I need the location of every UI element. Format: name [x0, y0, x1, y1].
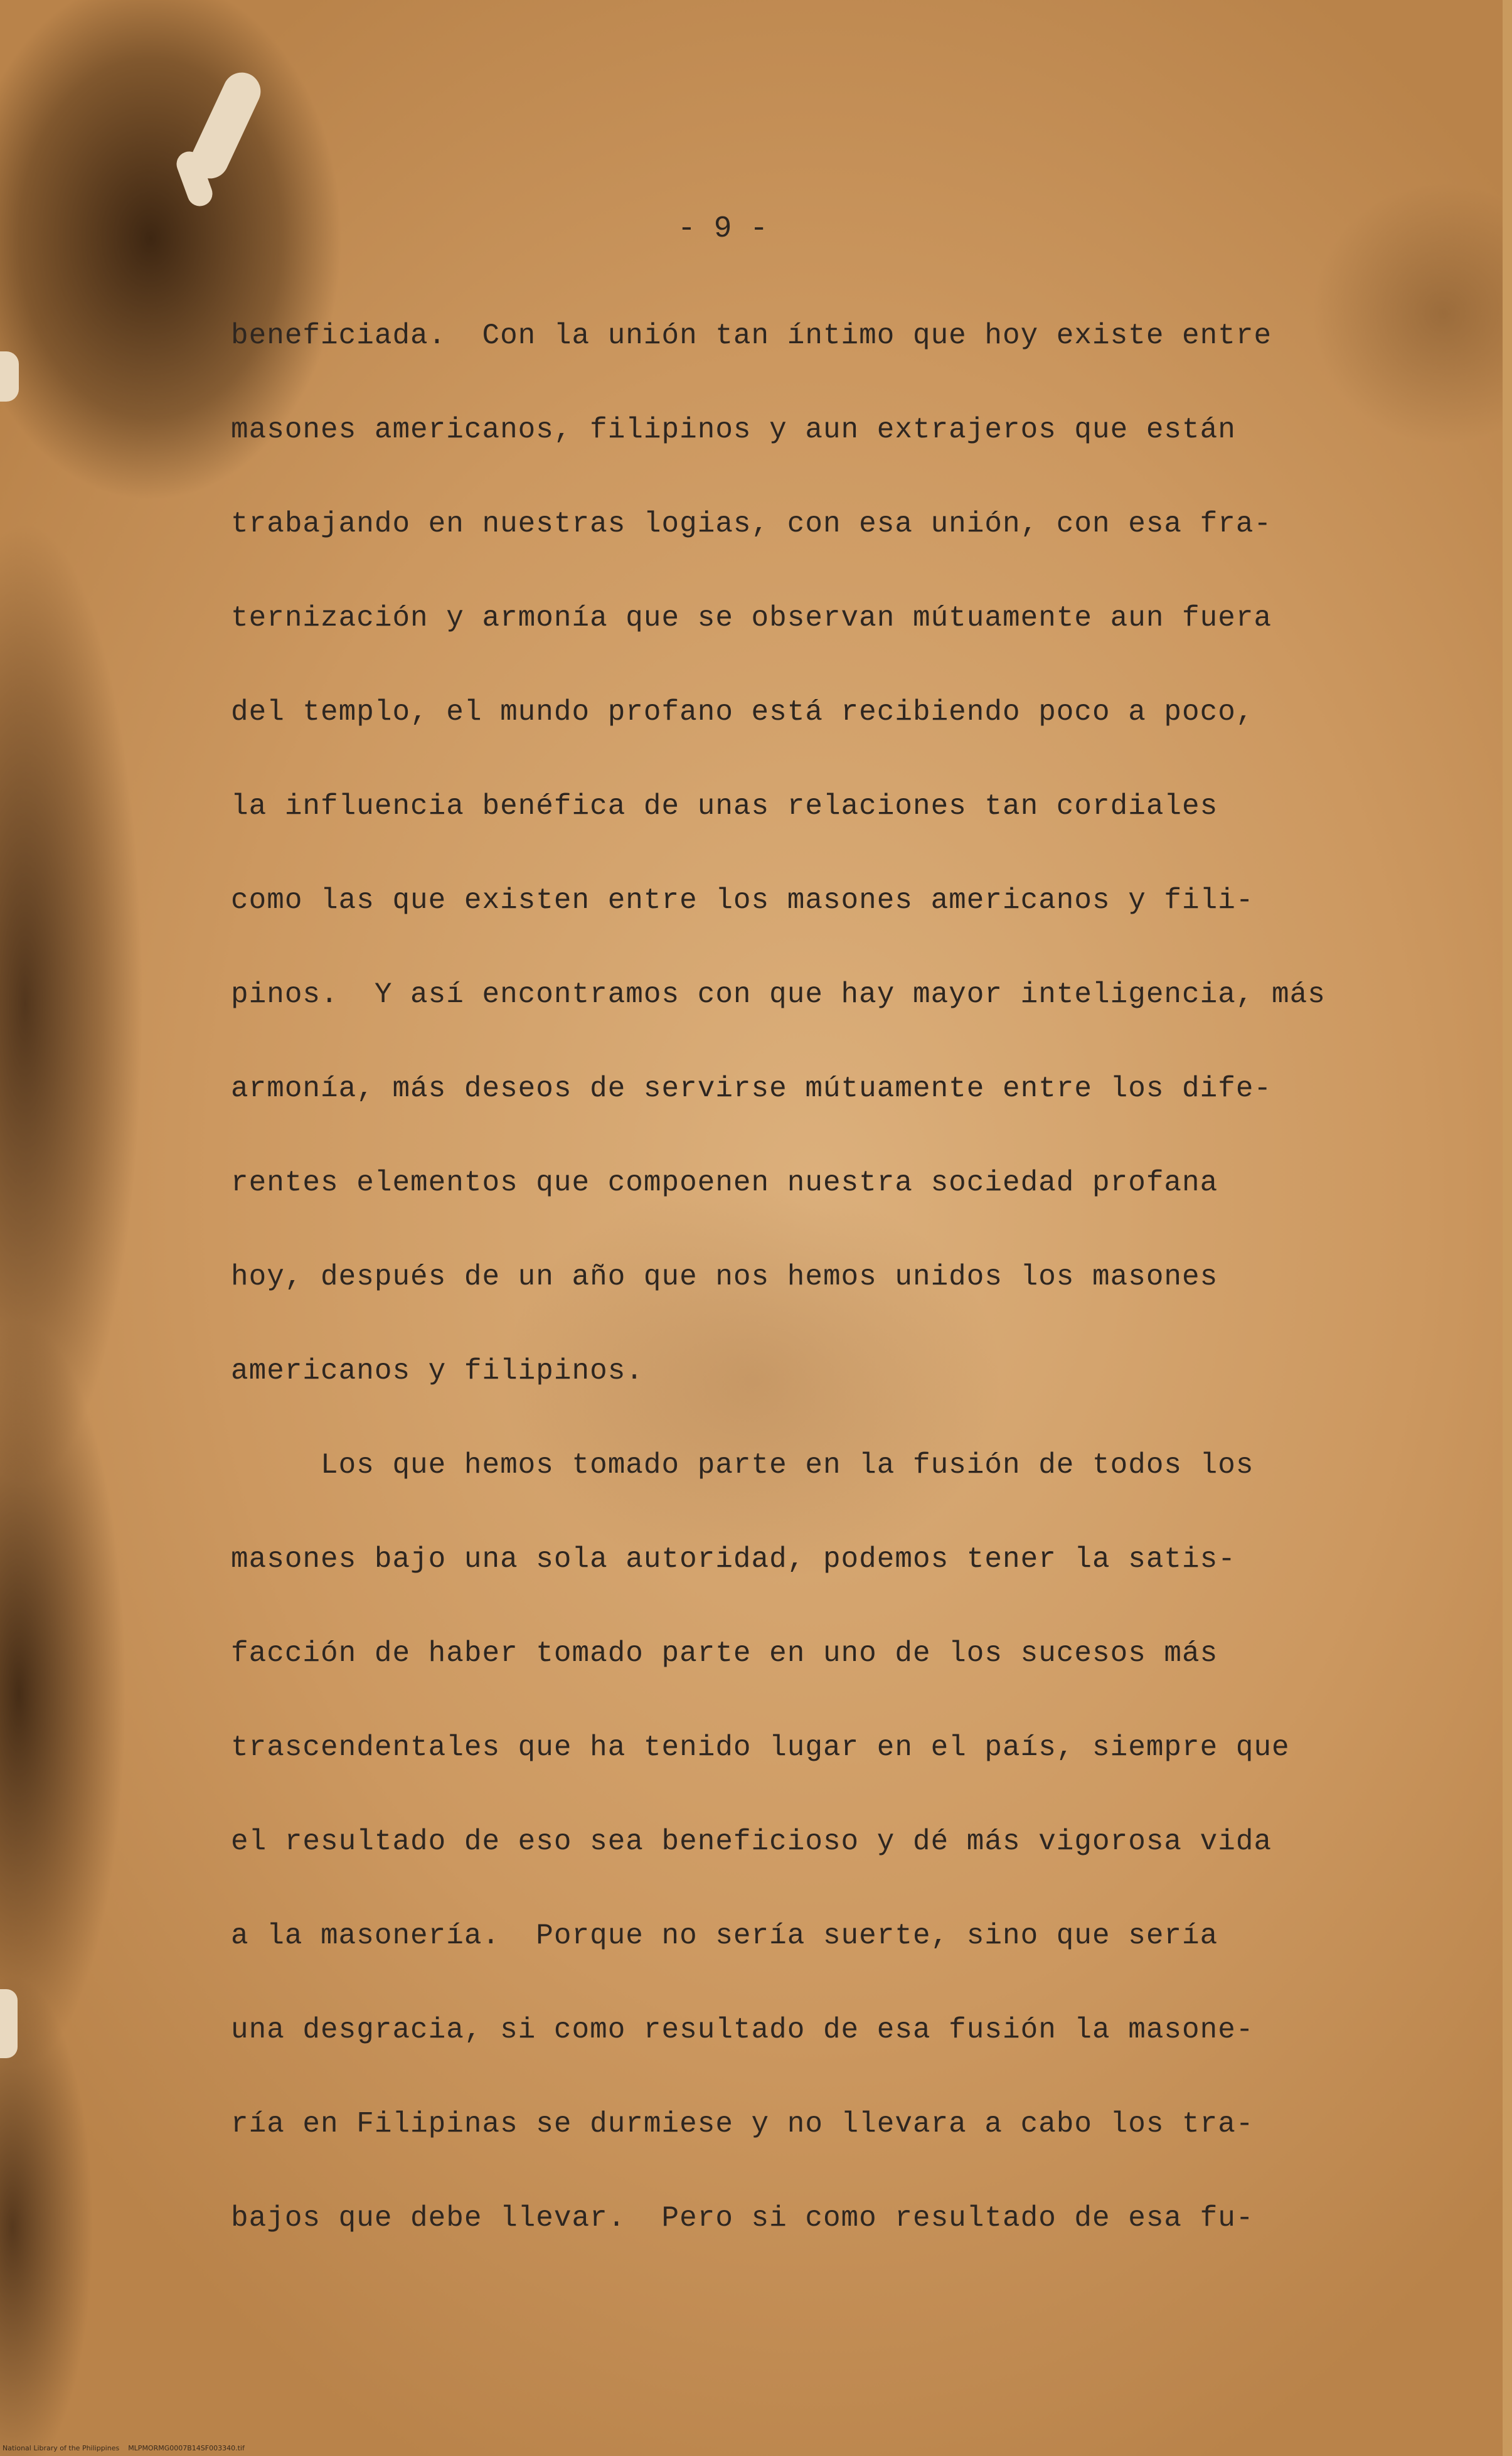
text-line: Los que hemos tomado parte en la fusión de todos los [231, 1449, 1254, 1482]
text-line: trabajando en nuestras logias, con esa unión, con esa fra- [231, 508, 1272, 540]
paper-tear [0, 351, 19, 402]
text-line: rentes elementos que compoenen nuestra sociedad profana [231, 1167, 1218, 1199]
text-line: beneficiada. Con la unión tan íntimo que hoy existe entre [231, 319, 1272, 352]
text-line: del templo, el mundo profano está recibiendo poco a poco, [231, 696, 1254, 729]
text-line: masones bajo una sola autoridad, podemos tener la satis- [231, 1543, 1236, 1576]
text-line: masones americanos, filipinos y aun extrajeros que están [231, 414, 1236, 446]
text-line: armonía, más deseos de servirse mútuamente entre los dife- [231, 1072, 1272, 1105]
text-line: trascendentales que ha tenido lugar en el país, siempre que [231, 1731, 1290, 1764]
text-line: americanos y filipinos. [231, 1355, 644, 1387]
text-line: facción de haber tomado parte en uno de los sucesos más [231, 1637, 1218, 1670]
text-line: hoy, después de un año que nos hemos unidos los masones [231, 1261, 1218, 1293]
text-line: el resultado de eso sea beneficioso y dé más vigorosa vida [231, 1825, 1272, 1858]
text-line: la influencia benéfica de unas relaciones tan cordiales [231, 790, 1218, 823]
page-number: - 9 - [678, 212, 769, 246]
text-line: bajos que debe llevar. Pero si como resultado de esa fu- [231, 2202, 1254, 2234]
text-line: una desgracia, si como resultado de esa fusión la masone- [231, 2014, 1254, 2046]
paper-tear [0, 1989, 18, 2058]
scan-footer-caption: National Library of the Philippines MLPMORMG0007B14SF003340.tif [3, 2444, 245, 2452]
text-line: ría en Filipinas se durmiese y no llevara a cabo los tra- [231, 2108, 1254, 2140]
typed-body-text [231, 289, 1423, 2265]
paper-tear [1503, 0, 1512, 2456]
text-line: a la masonería. Porque no sería suerte, sino que sería [231, 1919, 1218, 1952]
text-line: ternización y armonía que se observan mútuamente aun fuera [231, 602, 1272, 634]
text-line: como las que existen entre los masones americanos y fili- [231, 884, 1254, 917]
text-line: pinos. Y así encontramos con que hay mayor inteligencia, más [231, 978, 1326, 1011]
